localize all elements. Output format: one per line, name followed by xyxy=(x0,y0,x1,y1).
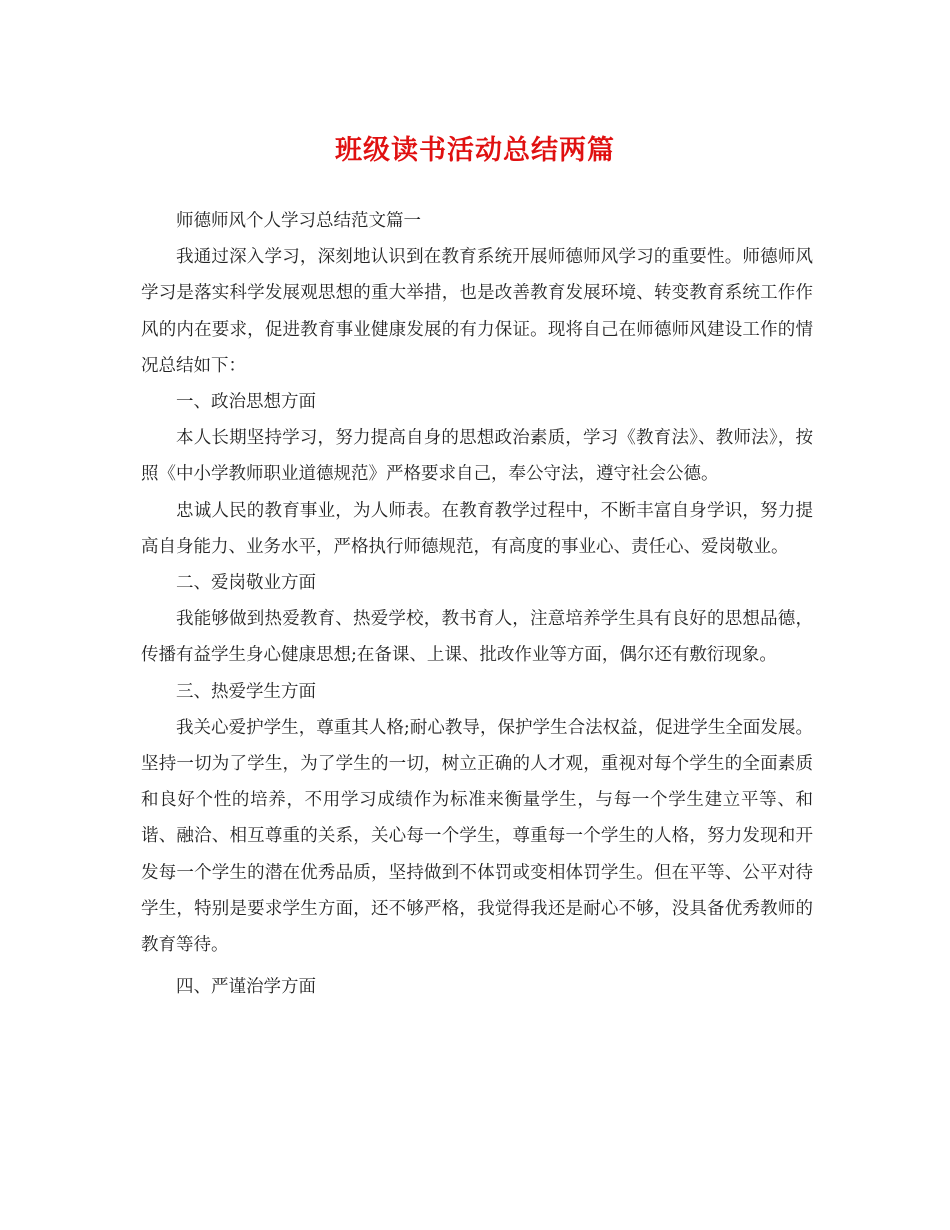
section-heading-love-students: 三、热爱学生方面 xyxy=(176,681,316,702)
section-heading-article-one: 师德师风个人学习总结范文篇一 xyxy=(176,211,421,231)
section-heading-politics: 一、政治思想方面 xyxy=(176,392,316,413)
section-heading-dedication: 二、爱岗敬业方面 xyxy=(176,573,316,594)
paragraph-love-students: 我关心爱护学生，尊重其人格;耐心教导，保护学生合法权益，促进学生全面发展。坚持一切为了学生，为了学生的一切，树立正确的人才观，重视对每个学生的全面素质和良好个性的培养，不用学习成绩作为标准来衡量学生，与每一个学生建立平等、和谐、融洽、相互尊重的关系，关心每一个学生，尊重每一个学生的人格，努力发现和开发每一个学生的潜在优秀品质，坚持做到不体罚或变相体罚学生。但在平等、公平对待学生，特别是要求学生方面，还不够严格，我觉得我还是耐心不够，没具备优秀教师的教育等待。 xyxy=(141,717,813,956)
paragraph-politics-study: 本人长期坚持学习，努力提高自身的思想政治素质，学习《教育法》、教师法》，按照《中小学教师职业道德规范》严格要求自己，奉公守法，遵守社会公德。 xyxy=(141,428,813,485)
paragraph-intro: 我通过深入学习，深刻地认识到在教育系统开展师德师风学习的重要性。师德师风学习是落实科学发展观思想的重大举措，也是改善教育发展环境、转变教育系统工作作风的内在要求，促进教育事业健康发展的有力保证。现将自己在师德师风建设工作的情况总结如下： xyxy=(141,247,813,376)
paragraph-dedication: 我能够做到热爱教育、热爱学校，教书育人，注意培养学生具有良好的思想品德，传播有益学生身心健康思想;在备课、上课、批改作业等方面，偶尔还有敷衍现象。 xyxy=(141,609,813,666)
document-title: 班级读书活动总结两篇 xyxy=(335,135,615,166)
document-body xyxy=(141,203,813,1005)
paragraph-loyalty: 忠诚人民的教育事业，为人师表。在教育教学过程中，不断丰富自身学识，努力提高自身能力、业务水平，严格执行师德规范，有高度的事业心、责任心、爱岗敬业。 xyxy=(141,500,813,557)
section-heading-rigorous-study: 四、严谨治学方面 xyxy=(176,977,316,998)
